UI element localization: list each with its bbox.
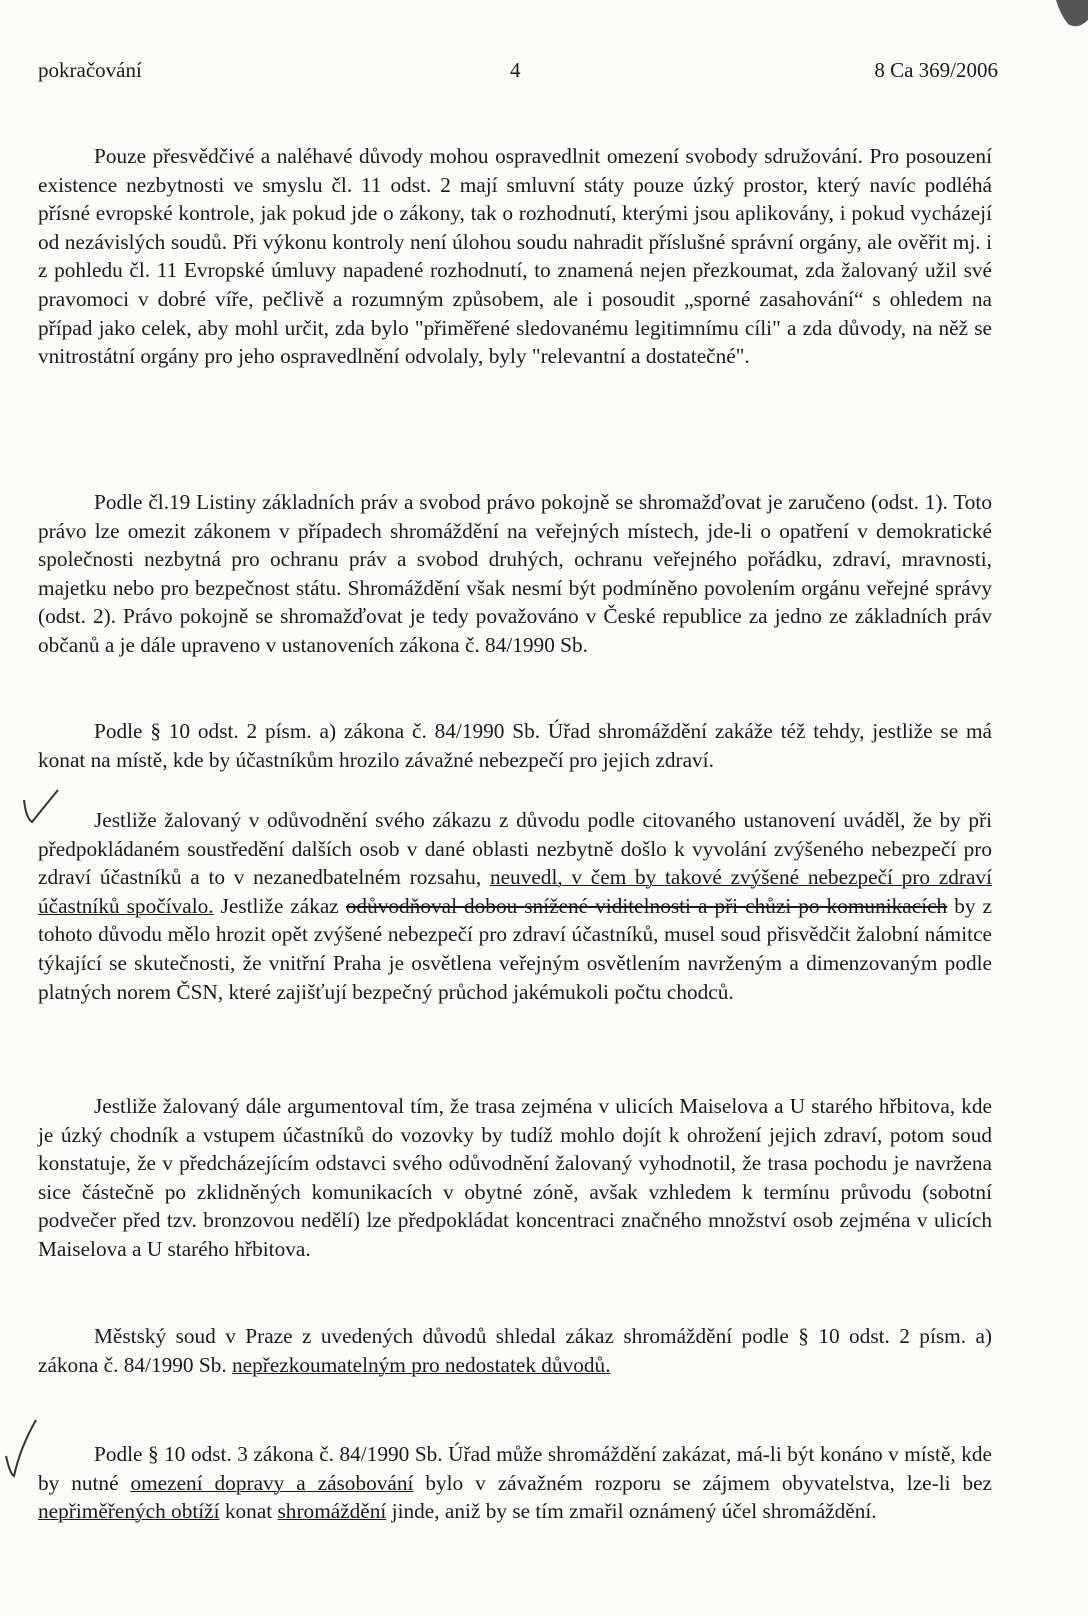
paragraph-7-part-a: Podle § 10 odst. 3 zákona č. 84/1990 Sb. Úřad může shromáždění zakázat, má-li být konáno v místě, kde by nutné [38, 1442, 992, 1495]
paragraph-4-part-a: Jestliže žalovaný v odůvodnění svého zákazu z důvodu podle citovaného ustanovení uváděl, že by při předpokládaném soustředění dalších osob v dané oblasti nezbytně došlo k vyvolání zvýšeného nebezpečí pro zdraví účastníků a to v nezanedbatelném rozsahu, [38, 808, 992, 890]
paragraph-7-part-e: konat [219, 1499, 278, 1524]
paragraph-7-part-c: bylo v závažném rozporu se zájmem obyvatelstva, lze-li bez [413, 1470, 993, 1495]
paragraph-5: Jestliže žalovaný dále argumentoval tím, že trasa zejména v ulicích Maiselova a U starého hřbitova, kde je úzký chodník a vstupem účastníků do vozovky by tudíž mohlo dojít k ohrožení jejich zdraví, potom soud konstatuje, že v předcházejícím odstavci svého odůvodnění žalovaný vyhodnotil, že trasa pochodu je navržena sice částečně po zklidněných komunikacích v obytné zóně, avšak vzhledem k termínu průvodu (sobotní podvečer před tzv. bronzovou nedělí) lze předpokládat koncentraci značného množství osob zejména v ulicích Maiselova a U starého hřbitova. [38, 1094, 992, 1261]
paragraph-7-underlined-2: nepřiměřených obtíží [38, 1499, 220, 1524]
paragraph-3: Podle § 10 odst. 2 písm. a) zákona č. 84/1990 Sb. Úřad shromáždění zakáže též tehdy, jestliže se má konat na místě, kde by účastníkům hrozilo závažné nebezpečí pro jejich zdraví. [38, 719, 992, 772]
paragraph-7-part-g: jinde, aniž by se tím zmařil oznámený účel shromáždění. [386, 1499, 877, 1524]
header-continuation: pokračování [38, 58, 142, 82]
header-case-number: 8 Ca 369/2006 [874, 58, 998, 82]
header-page-number: 4 [510, 58, 521, 82]
margin-check-mark-2 [2, 1418, 42, 1480]
paragraph-2: Podle čl.19 Listiny základních práv a svobod právo pokojně se shromažďovat je zaručeno (odst. 1). Toto právo lze omezit zákonem v případech shromáždění na veřejných místech, jde-li o opatření v demokratické společnosti nezbytná pro ochranu práv a svobod druhých, ochranu veřejného pořádku, zdraví, mravnosti, majetku nebo pro bezpečnost státu. Shromáždění však nesmí být podmíněno povolením orgánu veřejné správy (odst. 2). Právo pokojně se shromažďovat je tedy považováno v České republice za jedno ze základních práv občanů a je dále upraveno v ustanoveních zákona č. 84/1990 Sb. [38, 490, 992, 657]
paragraph-7-underlined-3: shromáždění [277, 1499, 387, 1524]
page-header [38, 58, 998, 88]
paragraph-4-struck: odůvodňoval dobou snížené viditelnosti a při chůzi po komunikacích [345, 893, 948, 918]
paragraph-1: Pouze přesvědčivé a naléhavé důvody mohou ospravedlnit omezení svobody sdružování. Pro posouzení existence nezbytnosti ve smyslu čl. 11 odst. 2 mají smluvní státy pouze úzký prostor, který navíc podléhá přísné evropské kontrole, jak pokud jde o zákony, tak o rozhodnutí, kterými jsou aplikovány, i pokud vycházejí od nezávislých soudů. Při výkonu kontroly není úlohou soudu nahradit příslušné správní orgány, ale ověřit mj. i z pohledu čl. 11 Evropské úmluvy napadené rozhodnutí, to znamená nejen přezkoumat, zda žalovaný užil své pravomoci v dobré víře, pečlivě a rozumným způsobem, ale i posoudit „sporné zasahování“ s ohledem na případ jako celek, aby mohl určit, zda bylo "přiměřené sledovanému legitimnímu cíli" a zda důvody, na něž se vnitrostátní orgány pro jeho ospravedlnění odvolaly, byly "relevantní a dostatečné". [38, 144, 992, 369]
paragraph-7 [38, 1440, 992, 1526]
paragraph-4-part-e: by z tohoto důvodu mělo hrozit opět zvýšené nebezpečí pro zdraví účastníků, musel soud přisvědčit žalobní námitce týkající se skutečnosti, že vnitřní Praha je osvětlena veřejným osvětlením navrženým a dimenzovaným podle platných norem ČSN, které zajišťují bezpečný průchod jakémukoli počtu chodců. [38, 893, 992, 1004]
paragraph-6 [38, 1322, 992, 1379]
scan-corner-mark [1028, 0, 1088, 34]
paragraph-7-underlined-1: omezení dopravy a zásobování [130, 1470, 414, 1495]
paragraph-4 [38, 806, 992, 1006]
paragraph-6-part-a: Městský soud v Praze z uvedených důvodů shledal zákaz shromáždění podle § 10 odst. 2 písm. a) zákona č. 84/1990 Sb. [38, 1324, 992, 1377]
paragraph-4-part-c: Jestliže zákaz [213, 893, 346, 918]
paragraph-4-underlined: neuvedl, v čem by takové zvýšené nebezpečí pro zdraví účastníků spočívalo. [38, 865, 992, 918]
paragraph-6-underlined: nepřezkoumatelným pro nedostatek důvodů. [232, 1352, 611, 1377]
